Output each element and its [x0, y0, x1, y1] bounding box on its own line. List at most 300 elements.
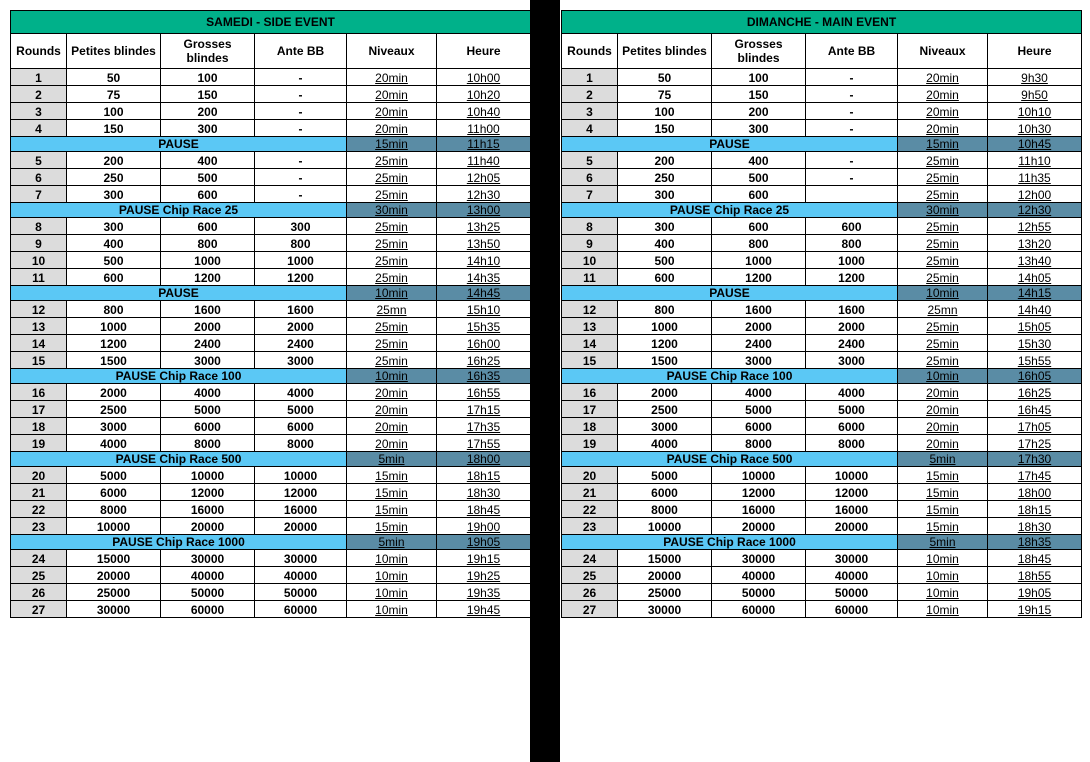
- big-blind: 2400: [161, 335, 255, 352]
- level-duration: 15min: [898, 467, 988, 484]
- round-number: 13: [11, 318, 67, 335]
- big-blind: 200: [712, 103, 806, 120]
- big-blind: 1600: [161, 301, 255, 318]
- pause-row: [562, 535, 1082, 550]
- small-blind: 100: [618, 103, 712, 120]
- pause-duration: 15min: [347, 137, 437, 152]
- small-blind: 3000: [67, 418, 161, 435]
- small-blind: 75: [67, 86, 161, 103]
- round-number: 14: [11, 335, 67, 352]
- small-blind: 2000: [618, 384, 712, 401]
- start-time: 18h30: [437, 484, 531, 501]
- pause-label: PAUSE: [11, 286, 347, 301]
- small-blind: 50: [618, 69, 712, 86]
- start-time: 18h00: [988, 484, 1082, 501]
- small-blind: 15000: [67, 550, 161, 567]
- start-time: 17h35: [437, 418, 531, 435]
- level-duration: 10min: [347, 601, 437, 618]
- big-blind: 50000: [161, 584, 255, 601]
- level-duration: 20min: [347, 418, 437, 435]
- level-duration: 20min: [898, 120, 988, 137]
- start-time: 10h20: [437, 86, 531, 103]
- start-time: 17h05: [988, 418, 1082, 435]
- level-row: [11, 518, 531, 535]
- level-row: [562, 384, 1082, 401]
- level-duration: 20min: [898, 435, 988, 452]
- pause-duration: 10min: [898, 369, 988, 384]
- level-duration: 25min: [898, 218, 988, 235]
- ante-bb: 800: [255, 235, 347, 252]
- level-row: [562, 484, 1082, 501]
- level-row: [562, 567, 1082, 584]
- center-divider: [530, 0, 560, 762]
- pause-time: 13h00: [437, 203, 531, 218]
- big-blind: 10000: [712, 467, 806, 484]
- round-number: 10: [562, 252, 618, 269]
- big-blind: 500: [161, 169, 255, 186]
- level-row: [562, 120, 1082, 137]
- start-time: 18h30: [988, 518, 1082, 535]
- round-number: 25: [562, 567, 618, 584]
- pause-time: 18h35: [988, 535, 1082, 550]
- level-row: [11, 435, 531, 452]
- small-blind: 1200: [67, 335, 161, 352]
- ante-bb: 30000: [255, 550, 347, 567]
- pause-time: 12h30: [988, 203, 1082, 218]
- level-duration: 25min: [898, 335, 988, 352]
- level-row: [11, 335, 531, 352]
- ante-bb: 20000: [806, 518, 898, 535]
- pause-row: [11, 137, 531, 152]
- pause-time: 10h45: [988, 137, 1082, 152]
- ante-bb: -: [255, 152, 347, 169]
- round-number: 20: [562, 467, 618, 484]
- round-number: 22: [11, 501, 67, 518]
- start-time: 9h50: [988, 86, 1082, 103]
- level-duration: 10min: [347, 584, 437, 601]
- small-blind: 75: [618, 86, 712, 103]
- ante-bb: -: [255, 120, 347, 137]
- round-number: 9: [562, 235, 618, 252]
- round-number: 4: [562, 120, 618, 137]
- ante-bb: 40000: [255, 567, 347, 584]
- level-row: [11, 352, 531, 369]
- pause-label: PAUSE: [562, 286, 898, 301]
- saturday-schedule-table: [10, 10, 531, 618]
- small-blind: 300: [618, 218, 712, 235]
- level-row: [11, 401, 531, 418]
- big-blind: 8000: [161, 435, 255, 452]
- level-duration: 15min: [898, 484, 988, 501]
- small-blind: 500: [618, 252, 712, 269]
- level-duration: 25mn: [347, 301, 437, 318]
- pause-duration: 10min: [347, 286, 437, 301]
- start-time: 19h25: [437, 567, 531, 584]
- small-blind: 3000: [618, 418, 712, 435]
- level-duration: 25min: [898, 252, 988, 269]
- small-blind: 400: [618, 235, 712, 252]
- round-number: 1: [11, 69, 67, 86]
- ante-bb: 300: [255, 218, 347, 235]
- ante-bb: -: [255, 103, 347, 120]
- level-duration: 20min: [898, 384, 988, 401]
- ante-bb: 2000: [806, 318, 898, 335]
- round-number: 12: [11, 301, 67, 318]
- level-duration: 15min: [347, 484, 437, 501]
- ante-bb: 5000: [806, 401, 898, 418]
- ante-bb: 4000: [255, 384, 347, 401]
- small-blind: 1500: [618, 352, 712, 369]
- ante-bb: -: [806, 169, 898, 186]
- round-number: 24: [11, 550, 67, 567]
- level-row: [562, 69, 1082, 86]
- start-time: 19h15: [437, 550, 531, 567]
- ante-bb: 30000: [806, 550, 898, 567]
- small-blind: 250: [618, 169, 712, 186]
- pause-label: PAUSE Chip Race 100: [562, 369, 898, 384]
- small-blind: 8000: [67, 501, 161, 518]
- level-row: [11, 467, 531, 484]
- big-blind: 1000: [712, 252, 806, 269]
- start-time: 14h40: [988, 301, 1082, 318]
- round-number: 6: [562, 169, 618, 186]
- small-blind: 300: [67, 218, 161, 235]
- start-time: 12h05: [437, 169, 531, 186]
- ante-bb: 2400: [255, 335, 347, 352]
- level-duration: 20min: [347, 103, 437, 120]
- round-number: 4: [11, 120, 67, 137]
- ante-bb: 1200: [255, 269, 347, 286]
- big-blind: 600: [161, 218, 255, 235]
- level-row: [11, 103, 531, 120]
- level-duration: 25min: [898, 152, 988, 169]
- ante-bb: 20000: [255, 518, 347, 535]
- start-time: 13h20: [988, 235, 1082, 252]
- round-number: 17: [562, 401, 618, 418]
- pause-row: [11, 452, 531, 467]
- column-header-big-blinds: Grosses blindes: [161, 34, 255, 69]
- level-row: [11, 584, 531, 601]
- column-header-small-blinds: Petites blindes: [618, 34, 712, 69]
- level-row: [562, 501, 1082, 518]
- column-header-small-blinds: Petites blindes: [67, 34, 161, 69]
- level-duration: 20min: [347, 435, 437, 452]
- level-row: [11, 86, 531, 103]
- pause-time: 16h05: [988, 369, 1082, 384]
- round-number: 9: [11, 235, 67, 252]
- level-duration: 25min: [898, 186, 988, 203]
- start-time: 19h15: [988, 601, 1082, 618]
- small-blind: 200: [67, 152, 161, 169]
- level-row: [11, 501, 531, 518]
- pause-row: [11, 369, 531, 384]
- ante-bb: 800: [806, 235, 898, 252]
- big-blind: 150: [161, 86, 255, 103]
- level-row: [562, 318, 1082, 335]
- level-duration: 20min: [347, 120, 437, 137]
- start-time: 14h35: [437, 269, 531, 286]
- small-blind: 6000: [618, 484, 712, 501]
- level-duration: 20min: [347, 401, 437, 418]
- big-blind: 3000: [161, 352, 255, 369]
- level-duration: 10min: [347, 567, 437, 584]
- ante-bb: 1600: [255, 301, 347, 318]
- start-time: 18h15: [437, 467, 531, 484]
- round-number: 7: [11, 186, 67, 203]
- round-number: 8: [11, 218, 67, 235]
- ante-bb: 50000: [255, 584, 347, 601]
- level-duration: 10min: [898, 567, 988, 584]
- big-blind: 5000: [161, 401, 255, 418]
- big-blind: 20000: [712, 518, 806, 535]
- level-row: [562, 418, 1082, 435]
- level-row: [562, 86, 1082, 103]
- round-number: 11: [11, 269, 67, 286]
- level-row: [11, 69, 531, 86]
- big-blind: 300: [161, 120, 255, 137]
- big-blind: 200: [161, 103, 255, 120]
- level-duration: 25min: [898, 235, 988, 252]
- level-row: [562, 435, 1082, 452]
- big-blind: 6000: [712, 418, 806, 435]
- level-duration: 20min: [898, 401, 988, 418]
- big-blind: 12000: [161, 484, 255, 501]
- round-number: 16: [562, 384, 618, 401]
- start-time: 16h25: [437, 352, 531, 369]
- start-time: 15h35: [437, 318, 531, 335]
- level-row: [562, 601, 1082, 618]
- level-duration: 25min: [898, 318, 988, 335]
- big-blind: 300: [712, 120, 806, 137]
- big-blind: 400: [712, 152, 806, 169]
- level-row: [11, 384, 531, 401]
- ante-bb: 10000: [255, 467, 347, 484]
- pause-time: 19h05: [437, 535, 531, 550]
- ante-bb: 10000: [806, 467, 898, 484]
- level-row: [11, 252, 531, 269]
- level-duration: 20min: [898, 103, 988, 120]
- level-duration: 25min: [898, 169, 988, 186]
- pause-time: 16h35: [437, 369, 531, 384]
- small-blind: 600: [67, 269, 161, 286]
- big-blind: 2400: [712, 335, 806, 352]
- small-blind: 8000: [618, 501, 712, 518]
- pause-label: PAUSE Chip Race 25: [11, 203, 347, 218]
- level-duration: 25min: [898, 269, 988, 286]
- big-blind: 30000: [161, 550, 255, 567]
- ante-bb: 1000: [806, 252, 898, 269]
- round-number: 19: [11, 435, 67, 452]
- pause-row: [562, 452, 1082, 467]
- level-duration: 25min: [347, 252, 437, 269]
- ante-bb: 2000: [255, 318, 347, 335]
- small-blind: 2500: [618, 401, 712, 418]
- big-blind: 600: [712, 218, 806, 235]
- small-blind: 1500: [67, 352, 161, 369]
- ante-bb: 1200: [806, 269, 898, 286]
- pause-time: 18h00: [437, 452, 531, 467]
- start-time: 11h00: [437, 120, 531, 137]
- pause-duration: 5min: [898, 535, 988, 550]
- round-number: 25: [11, 567, 67, 584]
- ante-bb: -: [806, 103, 898, 120]
- round-number: 3: [11, 103, 67, 120]
- column-header-ante: Ante BB: [806, 34, 898, 69]
- big-blind: 5000: [712, 401, 806, 418]
- big-blind: 800: [161, 235, 255, 252]
- big-blind: 1600: [712, 301, 806, 318]
- big-blind: 100: [161, 69, 255, 86]
- level-duration: 15min: [347, 467, 437, 484]
- column-header-time: Heure: [437, 34, 531, 69]
- column-header-levels: Niveaux: [898, 34, 988, 69]
- ante-bb: 2400: [806, 335, 898, 352]
- small-blind: 10000: [67, 518, 161, 535]
- round-number: 18: [11, 418, 67, 435]
- start-time: 19h45: [437, 601, 531, 618]
- level-duration: 10min: [347, 550, 437, 567]
- small-blind: 4000: [618, 435, 712, 452]
- pause-duration: 5min: [898, 452, 988, 467]
- round-number: 12: [562, 301, 618, 318]
- pause-row: [562, 369, 1082, 384]
- start-time: 18h45: [988, 550, 1082, 567]
- big-blind: 800: [712, 235, 806, 252]
- small-blind: 25000: [67, 584, 161, 601]
- level-duration: 20min: [898, 418, 988, 435]
- big-blind: 8000: [712, 435, 806, 452]
- level-row: [562, 269, 1082, 286]
- level-row: [562, 252, 1082, 269]
- small-blind: 15000: [618, 550, 712, 567]
- small-blind: 50: [67, 69, 161, 86]
- level-row: [562, 550, 1082, 567]
- big-blind: 600: [161, 186, 255, 203]
- small-blind: 300: [67, 186, 161, 203]
- round-number: 15: [11, 352, 67, 369]
- small-blind: 150: [67, 120, 161, 137]
- start-time: 12h55: [988, 218, 1082, 235]
- level-row: [562, 186, 1082, 203]
- level-duration: 20min: [347, 86, 437, 103]
- ante-bb: 12000: [255, 484, 347, 501]
- level-duration: 25min: [347, 352, 437, 369]
- pause-label: PAUSE Chip Race 100: [11, 369, 347, 384]
- level-duration: 25min: [347, 218, 437, 235]
- level-row: [562, 218, 1082, 235]
- round-number: 6: [11, 169, 67, 186]
- round-number: 8: [562, 218, 618, 235]
- table-title: SAMEDI - SIDE EVENT: [11, 11, 531, 34]
- start-time: 14h05: [988, 269, 1082, 286]
- ante-bb: 40000: [806, 567, 898, 584]
- ante-bb: [806, 186, 898, 203]
- round-number: 14: [562, 335, 618, 352]
- big-blind: 20000: [161, 518, 255, 535]
- round-number: 23: [11, 518, 67, 535]
- start-time: 13h50: [437, 235, 531, 252]
- pause-time: 17h30: [988, 452, 1082, 467]
- column-header-rounds: Rounds: [11, 34, 67, 69]
- level-duration: 20min: [347, 69, 437, 86]
- small-blind: 1000: [618, 318, 712, 335]
- ante-bb: 3000: [806, 352, 898, 369]
- big-blind: 40000: [712, 567, 806, 584]
- small-blind: 6000: [67, 484, 161, 501]
- level-duration: 20min: [898, 86, 988, 103]
- small-blind: 5000: [67, 467, 161, 484]
- start-time: 16h25: [988, 384, 1082, 401]
- ante-bb: 4000: [806, 384, 898, 401]
- level-row: [11, 484, 531, 501]
- round-number: 11: [562, 269, 618, 286]
- big-blind: 1000: [161, 252, 255, 269]
- small-blind: 2000: [67, 384, 161, 401]
- level-row: [11, 235, 531, 252]
- ante-bb: -: [806, 86, 898, 103]
- pause-duration: 30min: [898, 203, 988, 218]
- round-number: 7: [562, 186, 618, 203]
- pause-duration: 15min: [898, 137, 988, 152]
- small-blind: 100: [67, 103, 161, 120]
- pause-row: [562, 137, 1082, 152]
- pause-label: PAUSE: [562, 137, 898, 152]
- level-row: [562, 103, 1082, 120]
- level-row: [11, 218, 531, 235]
- column-header-levels: Niveaux: [347, 34, 437, 69]
- level-duration: 25min: [347, 318, 437, 335]
- start-time: 17h15: [437, 401, 531, 418]
- start-time: 19h05: [988, 584, 1082, 601]
- level-duration: 25min: [347, 235, 437, 252]
- ante-bb: 12000: [806, 484, 898, 501]
- ante-bb: -: [806, 69, 898, 86]
- round-number: 17: [11, 401, 67, 418]
- start-time: 19h35: [437, 584, 531, 601]
- level-duration: 10min: [898, 584, 988, 601]
- ante-bb: -: [255, 69, 347, 86]
- small-blind: 20000: [67, 567, 161, 584]
- small-blind: 30000: [618, 601, 712, 618]
- start-time: 12h30: [437, 186, 531, 203]
- big-blind: 2000: [712, 318, 806, 335]
- pause-row: [562, 203, 1082, 218]
- pause-label: PAUSE Chip Race 1000: [11, 535, 347, 550]
- small-blind: 5000: [618, 467, 712, 484]
- level-row: [562, 584, 1082, 601]
- level-row: [562, 301, 1082, 318]
- round-number: 2: [11, 86, 67, 103]
- level-duration: 25min: [347, 186, 437, 203]
- ante-bb: -: [255, 169, 347, 186]
- ante-bb: 60000: [255, 601, 347, 618]
- round-number: 5: [562, 152, 618, 169]
- level-row: [11, 567, 531, 584]
- level-duration: 25min: [898, 352, 988, 369]
- level-row: [562, 401, 1082, 418]
- start-time: 14h10: [437, 252, 531, 269]
- start-time: 10h00: [437, 69, 531, 86]
- ante-bb: 50000: [806, 584, 898, 601]
- pause-row: [11, 286, 531, 301]
- big-blind: 12000: [712, 484, 806, 501]
- big-blind: 50000: [712, 584, 806, 601]
- pause-label: PAUSE Chip Race 1000: [562, 535, 898, 550]
- start-time: 10h40: [437, 103, 531, 120]
- round-number: 1: [562, 69, 618, 86]
- start-time: 10h10: [988, 103, 1082, 120]
- round-number: 5: [11, 152, 67, 169]
